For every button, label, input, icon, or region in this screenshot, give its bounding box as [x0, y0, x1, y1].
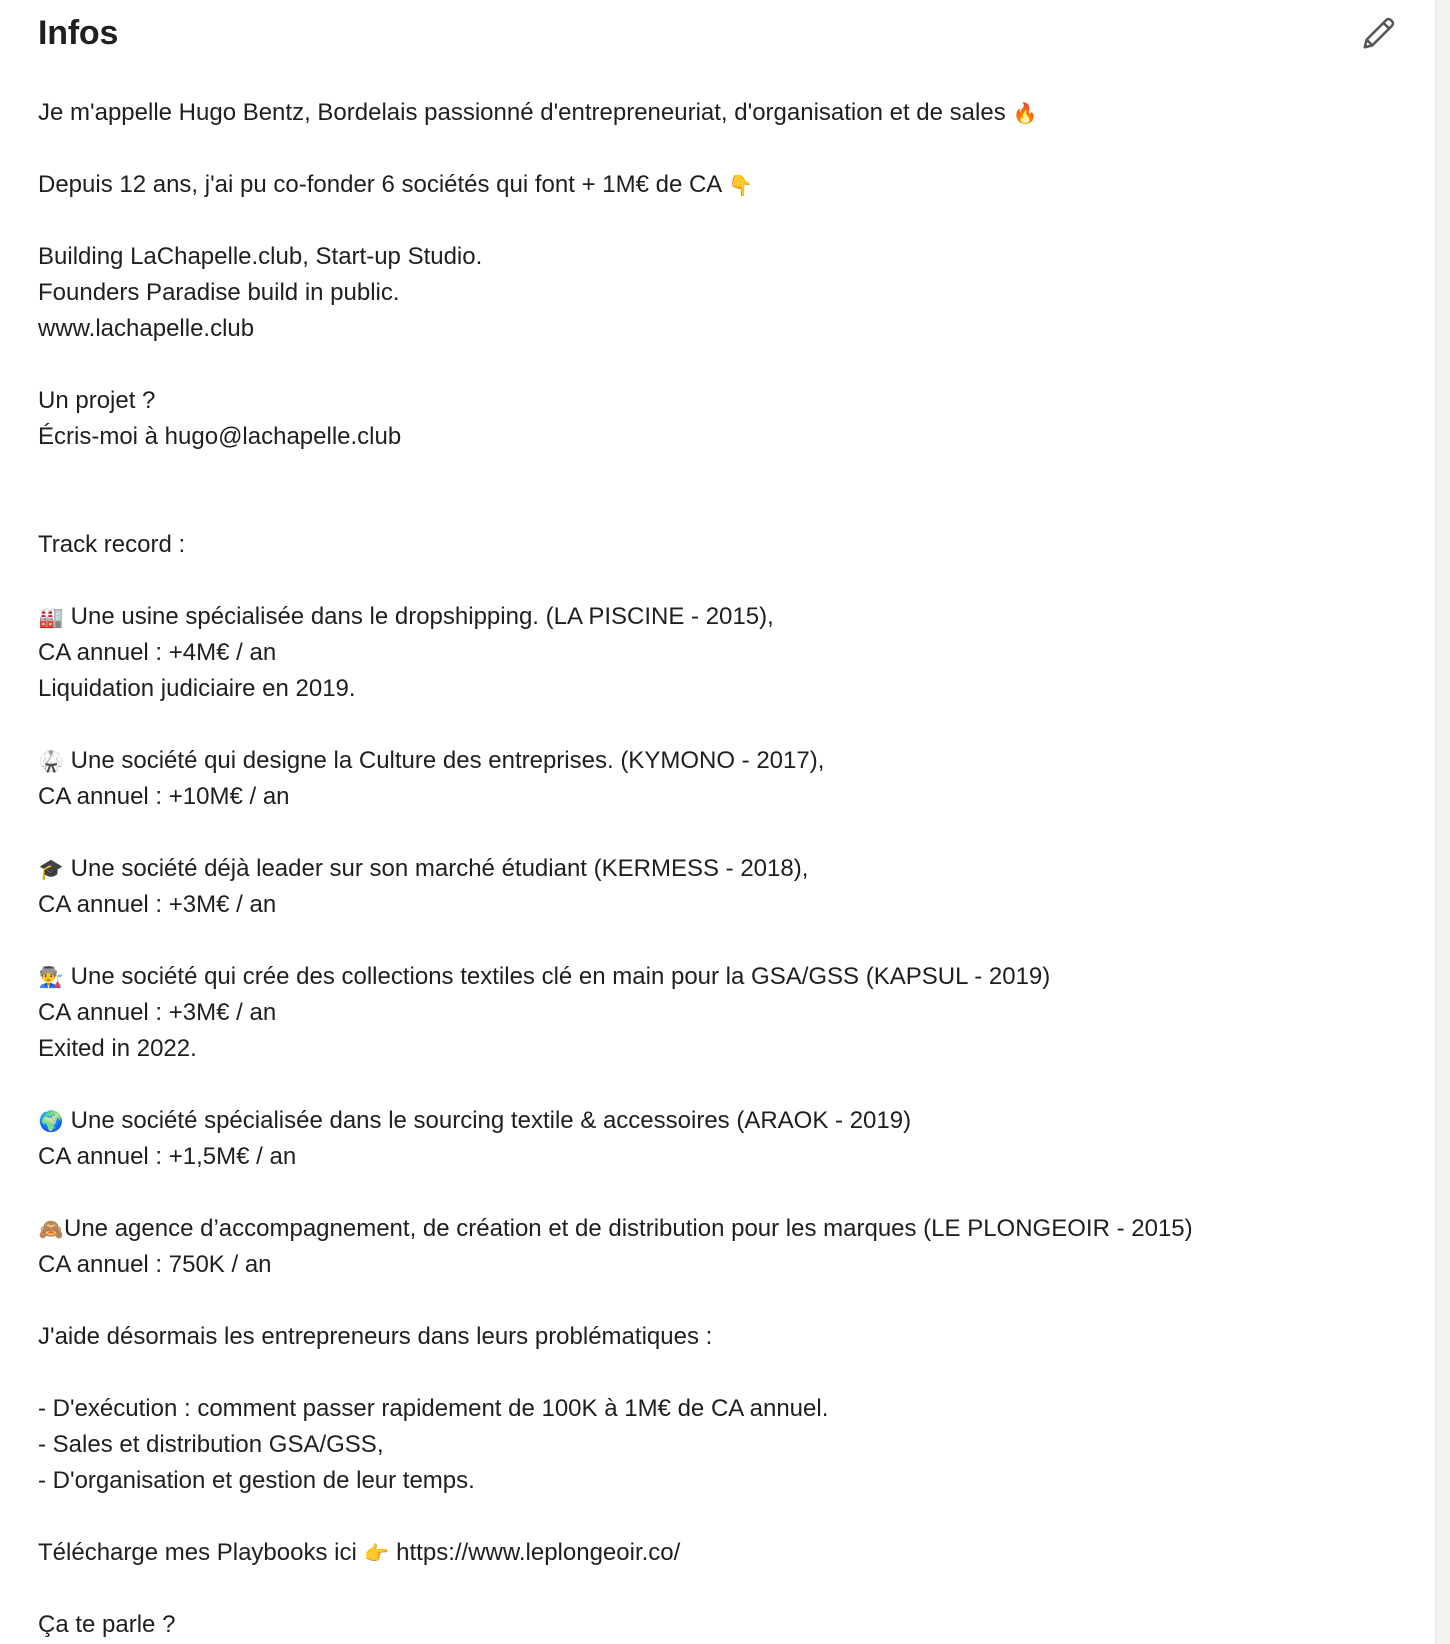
pointing-down-icon: 👇 [728, 173, 754, 197]
company-revenue: CA annuel : +1,5M€ / an [38, 1143, 297, 1170]
company-description [38, 1211, 1398, 1247]
help-point: - Sales et distribution GSA/GSS, [38, 1431, 384, 1458]
martial-arts-uniform-icon: 🥋 [38, 749, 64, 773]
site-line [38, 311, 1398, 347]
founded-line [38, 167, 1398, 203]
spacer [38, 707, 1398, 743]
spacer [38, 815, 1398, 851]
spacer [38, 491, 1398, 527]
playbooks-link[interactable]: https://www.leplongeoir.co/ [396, 1539, 681, 1566]
company-text: Une usine spécialisée dans le dropshipping. (LA PISCINE - 2015), [70, 603, 774, 630]
company-description [38, 959, 1398, 995]
company-text: Une agence d’accompagnement, de création et de distribution pour les marques (LE PLONGEOIR - 2015) [64, 1215, 1193, 1242]
company-text: Une société qui designe la Culture des entreprises. (KYMONO - 2017), [70, 747, 825, 774]
about-text [38, 95, 1398, 1643]
company-revenue: CA annuel : +4M€ / an [38, 639, 277, 666]
spacer [38, 1499, 1398, 1535]
company-text: Une société qui crée des collections textiles clé en main pour la GSA/GSS (KAPSUL - 2019) [70, 963, 1051, 990]
spacer [38, 923, 1398, 959]
company-text: Une société spécialisée dans le sourcing textile & accessoires (ARAOK - 2019) [70, 1107, 912, 1134]
company-revenue: CA annuel : +3M€ / an [38, 999, 277, 1026]
intro-line [38, 95, 1398, 131]
factory-worker-icon: 👨‍🏭 [38, 965, 64, 989]
pencil-icon [1360, 14, 1398, 52]
spacer [38, 1283, 1398, 1319]
company-description [38, 851, 1398, 887]
help-point: - D'exécution : comment passer rapidement de 100K à 1M€ de CA annuel. [38, 1395, 829, 1422]
track-record-title: Track record : [38, 531, 186, 558]
help-intro: J'aide désormais les entrepreneurs dans leurs problématiques : [38, 1323, 713, 1350]
page-edge [1435, 0, 1450, 1644]
spacer [38, 563, 1398, 599]
closing-question: Ça te parle ? [38, 1611, 176, 1638]
spacer [38, 1175, 1398, 1211]
founders-line: Founders Paradise build in public. [38, 279, 400, 306]
help-point: - D'organisation et gestion de leur temps. [38, 1467, 475, 1494]
globe-icon: 🌍 [38, 1109, 64, 1133]
project-question: Un projet ? [38, 387, 156, 414]
about-header [38, 10, 1410, 70]
company-description [38, 599, 1398, 635]
fire-icon: 🔥 [1012, 101, 1038, 125]
factory-icon: 🏭 [38, 605, 64, 629]
spacer [38, 203, 1398, 239]
company-revenue: CA annuel : 750K / an [38, 1251, 272, 1278]
pointing-right-icon: 👉 [364, 1541, 389, 1565]
see-no-evil-icon: 🙈 [38, 1217, 64, 1241]
company-description [38, 1103, 1398, 1139]
company-revenue: CA annuel : +3M€ / an [38, 891, 277, 918]
section-title: Infos [38, 14, 119, 52]
spacer [38, 1355, 1398, 1391]
founded-text: Depuis 12 ans, j'ai pu co-fonder 6 sociétés qui font + 1M€ de CA [38, 171, 721, 198]
site-link[interactable]: www.lachapelle.club [38, 315, 255, 342]
playbooks-text: Télécharge mes Playbooks ici [38, 1539, 357, 1566]
contact-line: Écris-moi à hugo@lachapelle.club [38, 423, 402, 450]
edit-button[interactable] [1354, 8, 1404, 58]
company-note: Exited in 2022. [38, 1035, 197, 1062]
building-line: Building LaChapelle.club, Start-up Studio. [38, 243, 483, 270]
playbooks-line [38, 1535, 1398, 1571]
company-note: Liquidation judiciaire en 2019. [38, 675, 356, 702]
intro-text: Je m'appelle Hugo Bentz, Bordelais passionné d'entrepreneuriat, d'organisation et de sales [38, 99, 1006, 126]
spacer [38, 131, 1398, 167]
graduation-cap-icon: 🎓 [38, 857, 64, 881]
spacer [38, 1067, 1398, 1103]
company-text: Une société déjà leader sur son marché étudiant (KERMESS - 2018), [70, 855, 809, 882]
spacer [38, 1571, 1398, 1607]
spacer [38, 347, 1398, 383]
spacer [38, 455, 1398, 491]
company-description [38, 743, 1398, 779]
company-revenue: CA annuel : +10M€ / an [38, 783, 290, 810]
